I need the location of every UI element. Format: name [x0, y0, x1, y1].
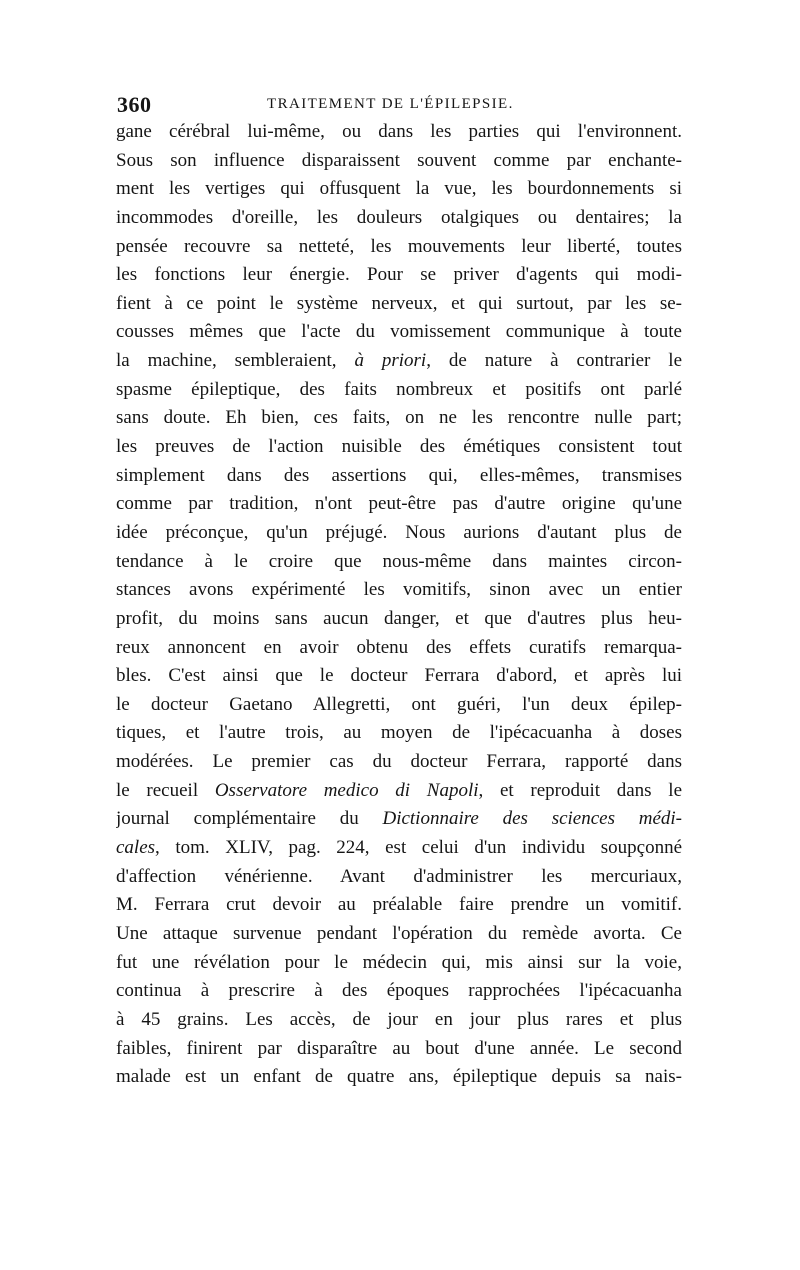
text-segment: bles. C'est ainsi que le docteur Ferrara d'abord, et après lui	[116, 665, 682, 687]
text-line	[116, 290, 682, 319]
text-line	[116, 691, 682, 720]
text-line	[116, 748, 682, 777]
text-segment: , et reproduit dans le	[478, 779, 682, 801]
text-line	[116, 233, 682, 262]
text-line	[116, 576, 682, 605]
text-segment: Sous son influence disparaissent souvent comme par enchante-	[116, 149, 682, 171]
text-segment: le recueil	[116, 779, 215, 801]
italic-text: Dictionnaire des sciences médi-	[382, 808, 682, 830]
text-line	[116, 175, 682, 204]
text-segment: Une attaque survenue pendant l'opération du remède avorta. Ce	[116, 922, 682, 944]
text-line	[116, 662, 682, 691]
text-segment: le docteur Gaetano Allegretti, ont guéri, l'un deux épilep-	[116, 693, 682, 715]
text-segment: fient à ce point le système nerveux, et qui surtout, par les se-	[116, 292, 682, 314]
text-segment: tiques, et l'autre trois, au moyen de l'ipécacuanha à doses	[116, 722, 682, 744]
text-line	[116, 519, 682, 548]
text-line	[116, 977, 682, 1006]
body-text	[116, 118, 682, 1092]
italic-text: Osservatore medico di Napoli	[214, 779, 479, 801]
text-segment: les fonctions leur énergie. Pour se priver d'agents qui modi-	[116, 264, 682, 286]
text-line	[116, 404, 682, 433]
text-segment: la machine, sembleraient,	[116, 350, 355, 372]
text-line	[116, 548, 682, 577]
text-line	[116, 347, 682, 376]
text-segment: faibles, finirent par disparaître au bout d'une année. Le second	[116, 1037, 682, 1059]
text-segment: spasme épileptique, des faits nombreux et positifs ont parlé	[116, 378, 682, 400]
text-line	[116, 949, 682, 978]
text-segment: cousses mêmes que l'acte du vomissement communique à toute	[116, 321, 682, 343]
text-line	[116, 1035, 682, 1064]
text-segment: d'affection vénérienne. Avant d'administrer les mercuriaux,	[116, 865, 682, 887]
text-segment: malade est un enfant de quatre ans, épileptique depuis sa nais-	[116, 1066, 682, 1088]
text-segment: reux annoncent en avoir obtenu des effets curatifs remarqua-	[116, 636, 682, 658]
text-segment: profit, du moins sans aucun danger, et que d'autres plus heu-	[116, 607, 682, 629]
text-segment: à 45 grains. Les accès, de jour en jour plus rares et plus	[116, 1008, 682, 1030]
text-line	[116, 204, 682, 233]
text-segment: incommodes d'oreille, les douleurs otalgiques ou dentaires; la	[116, 206, 682, 228]
text-line	[116, 433, 682, 462]
text-line	[116, 719, 682, 748]
text-segment: pensée recouvre sa netteté, les mouvements leur liberté, toutes	[116, 235, 682, 257]
text-line	[116, 920, 682, 949]
text-segment: sans doute. Eh bien, ces faits, on ne les rencontre nulle part;	[116, 407, 682, 429]
text-line	[116, 318, 682, 347]
text-line	[116, 863, 682, 892]
text-line	[116, 891, 682, 920]
text-segment: journal complémentaire du	[116, 808, 383, 830]
italic-text: cales	[116, 837, 156, 859]
text-line	[116, 805, 682, 834]
text-line	[116, 490, 682, 519]
text-segment: , de nature à contrarier le	[426, 350, 682, 372]
text-line	[116, 1006, 682, 1035]
text-segment: fut une révélation pour le médecin qui, mis ainsi sur la voie,	[116, 951, 682, 973]
text-segment: M. Ferrara crut devoir au préalable faire prendre un vomitif.	[116, 894, 682, 916]
text-line	[116, 605, 682, 634]
text-segment: tendance à le croire que nous-même dans maintes circon-	[116, 550, 682, 572]
text-segment: simplement dans des assertions qui, elles-mêmes, transmises	[116, 464, 682, 486]
text-segment: , tom. XLIV, pag. 224, est celui d'un individu soupçonné	[155, 837, 682, 859]
text-line	[116, 1063, 682, 1092]
text-line	[116, 834, 682, 863]
text-line	[116, 376, 682, 405]
text-segment: modérées. Le premier cas du docteur Ferrara, rapporté dans	[116, 751, 682, 773]
text-line	[116, 261, 682, 290]
text-line	[116, 147, 682, 176]
text-segment: stances avons expérimenté les vomitifs, sinon avec un entier	[116, 579, 682, 601]
text-segment: ment les vertiges qui offusquent la vue, les bourdonnements si	[116, 178, 682, 200]
text-segment: continua à prescrire à des époques rapprochées l'ipécacuanha	[116, 980, 682, 1002]
text-line	[116, 777, 682, 806]
text-segment: les preuves de l'action nuisible des émétiques consistent tout	[116, 436, 682, 458]
page-number: 360	[117, 92, 152, 117]
text-segment: idée préconçue, qu'un préjugé. Nous aurions d'autant plus de	[116, 521, 682, 543]
italic-text: à priori	[354, 350, 427, 372]
text-line	[116, 118, 682, 147]
text-line	[116, 462, 682, 491]
text-segment: gane cérébral lui-même, ou dans les parties qui l'environnent.	[116, 121, 682, 142]
running-title: TRAITEMENT DE L'ÉPILEPSIE.	[267, 96, 514, 112]
text-line	[116, 634, 682, 663]
text-segment: comme par tradition, n'ont peut-être pas d'autre origine qu'une	[116, 493, 682, 515]
